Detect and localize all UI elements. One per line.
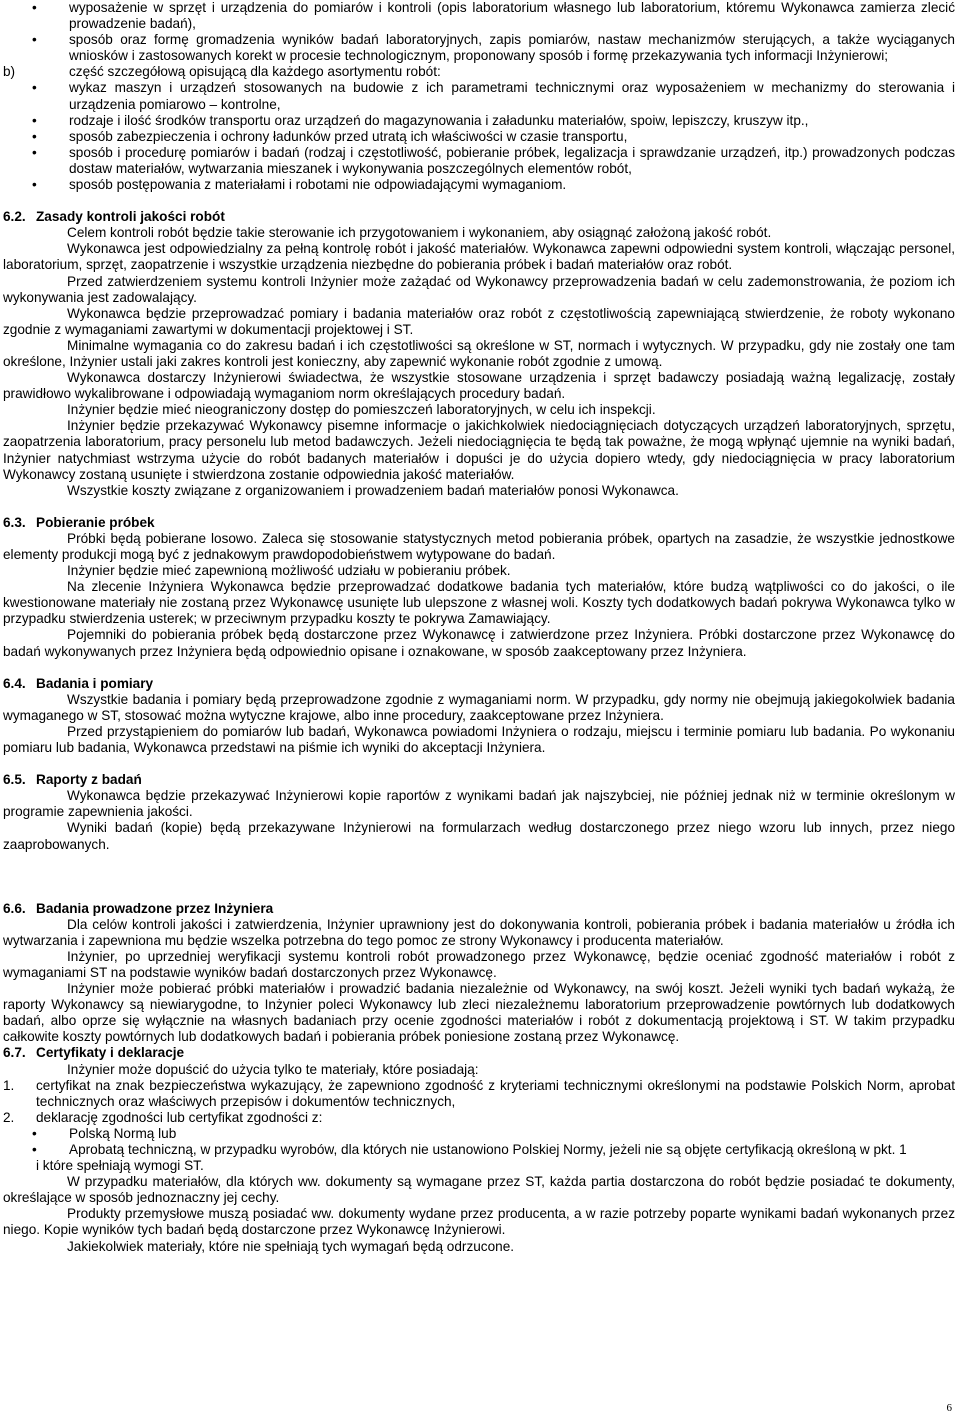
paragraph: Wykonawca jest odpowiedzialny za pełną kontrolę robót i jakość materiałów. Wykonawca zapewni odpowiedni system kontroli, włączając personel, laboratorium, sprzęt, zaopatrzenie i wszystkie urządzenia niezbędne do pobierania próbek i badań materiałów oraz robót. (3, 241, 955, 273)
paragraph: Inżynier będzie mieć nieograniczony dostęp do pomieszczeń laboratoryjnych, w celu ich inspekcji. (67, 402, 656, 418)
paragraph: Próbki będą pobierane losowo. Zaleca się stosowanie statystycznych metod pobierania próbek, opartych na zasadzie, że wszystkie jednostkowe elementy produkcji mogą być z jednakowym prawdopodobieństwem wytypowane do badań. (3, 530, 955, 562)
paragraph: W przypadku materiałów, dla których ww. dokumenty są wymagane przez ST, każda partia dostarczona do robót będzie posiadać te dokumenty, określające w sposób jednoznaczny jej cechy. (3, 1174, 955, 1206)
bullet-icon: • (32, 177, 37, 193)
section-heading-6-4: 6.4. Badania i pomiary (3, 675, 154, 691)
bullet-icon: • (32, 1125, 37, 1141)
paragraph: Wykonawca dostarczy Inżynierowi świadectwa, że wszystkie stosowane urządzenia i sprzęt badawczy posiadają ważną legalizację, zostały prawidłowo wykalibrowane i odpowiadają wymaganiom norm określających procedury badań. (3, 370, 955, 402)
bullet-icon: • (32, 1142, 37, 1157)
list-item: • rodzaje i ilość środków transportu oraz urządzeń do magazynowania i załadunku materiałów, spoiw, lepiszczy, kruszyw itp., (32, 112, 809, 128)
document-content (3, 0, 955, 1255)
numbered-item: 1. certyfikat na znak bezpieczeństwa wykazujący, że zapewniono zgodność z kryteriami technicznymi określonymi na podstawie Polskich Norm, aprobat technicznych oraz właściwych przepisów i dokumentów technicznych, (3, 1077, 955, 1109)
numbered-item: 2. deklarację zgodności lub certyfikat zgodności z: (3, 1109, 323, 1125)
section-heading-6-3: 6.3. Pobieranie próbek (3, 514, 155, 530)
paragraph: Inżynier, po uprzedniej weryfikacji systemu kontroli robót prowadzonego przez Wykonawcę, będzie oceniać zgodność materiałów i robót z wymaganiami ST na podstawie wyników badań dostarczonych przez Wykonawcę. (3, 948, 955, 980)
part-b-heading: b) część szczegółową opisującą dla każdego asortymentu robót: (3, 64, 441, 80)
bullet-icon: • (32, 128, 37, 144)
paragraph: Inżynier będzie przekazywać Wykonawcy pisemne informacje o jakichkolwiek niedociągnięciach dotyczących urządzeń laboratoryjnych, sprzętu, zaopatrzenia laboratorium, pracy personelu lub metod badawczych. Jeżeli niedociągnięcia te będą tak poważne, że mogą wpłynąć ujemnie na wyniki badań, Inżynier natychmiast wstrzyma użycie do robót badanych materiałów i dopuści je do użycia dopiero wtedy, gdy niedociągnięcia w pracy laboratorium Wykonawcy zostaną usunięte i stwierdzona zostanie odpowiednia jakość materiałów. (3, 418, 955, 482)
paragraph: Wyniki badań (kopie) będą przekazywane Inżynierowi na formularzach według dostarczonego przez niego wzoru lub innych, przez niego zaaprobowanych. (3, 820, 955, 852)
section-heading-6-2: 6.2. Zasady kontroli jakości robót (3, 209, 225, 225)
paragraph: Wszystkie koszty związane z organizowaniem i prowadzeniem badań materiałów ponosi Wykonawca. (67, 482, 679, 498)
list-item: • Aprobatą techniczną, w przypadku wyrobów, dla których nie ustanowiono Polskiej Normy, jeżeli nie są objęte certyfikacją określoną w pkt. 1 (32, 1142, 907, 1157)
bullet-icon: • (32, 112, 37, 128)
paragraph: Pojemniki do pobierania próbek będą dostarczone przez Wykonawcę i zatwierdzone przez Inżyniera. Próbki dostarczone przez Wykonawcę do badań wykonywanych przez Inżyniera będą odpowiednio opisane i oznakowane, w sposób zaakceptowany przez Inżyniera. (3, 627, 955, 659)
paragraph: Dla celów kontroli jakości i zatwierdzenia, Inżynier uprawniony jest do dokonywania kontroli, pobierania próbek i badania materiałów u źródła ich wytwarzania i zapewniona mu będzie wszelka potrzebna do tego pomoc ze strony Wykonawcy i producenta materiałów. (3, 916, 955, 948)
paragraph: Produkty przemysłowe muszą posiadać ww. dokumenty wydane przez producenta, a w razie potrzeby poparte wynikami badań wykonanych przez niego. Kopie wyników tych badań będą dostarczone przez Wykonawcę Inżynierowi. (3, 1206, 955, 1238)
section-heading-6-5: 6.5. Raporty z badań (3, 772, 142, 788)
paragraph: Wszystkie badania i pomiary będą przeprowadzone zgodnie z wymaganiami norm. W przypadku, gdy normy nie obejmują jakiegokolwiek badania wymaganego w ST, stosować można wytyczne krajowe, albo inne procedury, zaakceptowane przez Inżyniera. (3, 691, 955, 723)
paragraph: i które spełniają wymogi ST. (36, 1158, 204, 1174)
paragraph: Minimalne wymagania co do zakresu badań i ich częstotliwości są określone w ST, normach i wytycznych. W przypadku, gdy nie zostały one tam określone, Inżynier ustali jaki zakres kontroli jest konieczny, aby zapewnić wykonanie robót zgodnie z umową. (3, 337, 955, 369)
section-heading-6-7: 6.7. Certyfikaty i deklaracje (3, 1045, 185, 1061)
bullet-icon: • (32, 80, 37, 96)
list-item: • sposób postępowania z materiałami i robotami nie odpowiadającymi wymaganiom. (32, 177, 567, 193)
bullet-icon: • (32, 32, 37, 48)
paragraph: Przed przystąpieniem do pomiarów lub badań, Wykonawca powiadomi Inżyniera o rodzaju, miejscu i terminie pomiaru lub badania. Po wykonaniu pomiaru lub badania, Wykonawca przedstawi na piśmie ich wyniki do akceptacji Inżyniera. (3, 723, 955, 756)
list-item: • wyposażenie w sprzęt i urządzenia do pomiarów i kontroli (opis laboratorium własnego lub laboratorium, któremu Wykonawca zamierza zlecić prowadzenie badań), (32, 0, 955, 32)
paragraph: Inżynier będzie mieć zapewnioną możliwość udziału w pobieraniu próbek. (67, 563, 511, 579)
list-item: • Polską Normą lub (32, 1125, 177, 1141)
section-heading-6-6: 6.6. Badania prowadzone przez Inżyniera (3, 900, 274, 916)
paragraph: Inżynier może pobierać próbki materiałów i prowadzić badania niezależnie od Wykonawcy, na swój koszt. Jeżeli wyniki tych badań wykażą, że raporty Wykonawcy są niewiarygodne, to Inżynier poleci Wykonawcy lub zleci niezależnemu laboratorium przeprowadzenie powtórnych lub dodatkowych badań, albo oprze się wyłącznie na własnych badaniach przy ocenie zgodności materiałów i robót z dokumentacją projektową i ST. W takim przypadku całkowite koszty powtórnych lub dodatkowych badań i pobierania próbek poniesione zostaną przez Wykonawcę. (3, 981, 955, 1045)
list-item: • sposób oraz formę gromadzenia wyników badań laboratoryjnych, zapis pomiarów, nastaw mechanizmów sterujących, a także wyciąganych wniosków i zastosowanych korekt w procesie technologicznym, proponowany sposób i formę przekazywania tych informacji Inżynierowi; (32, 32, 955, 64)
page-number: 6 (946, 1402, 952, 1414)
paragraph: Wykonawca będzie przekazywać Inżynierowi kopie raportów z wynikami badań jak najszybciej, nie później jednak niż w terminie określonym w programie zapewnienia jakości. (3, 788, 955, 820)
bullet-icon: • (32, 144, 37, 160)
paragraph: Inżynier może dopuścić do użycia tylko te materiały, które posiadają: (67, 1061, 479, 1077)
paragraph: Jakiekolwiek materiały, które nie spełniają tych wymagań będą odrzucone. (67, 1238, 515, 1254)
paragraph: Wykonawca będzie przeprowadzać pomiary i badania materiałów oraz robót z częstotliwością zapewniającą stwierdzenie, że roboty wykonano zgodnie z wymaganiami zawartymi w dokumentacji projektowej i ST. (3, 305, 955, 337)
list-item: • sposób zabezpieczenia i ochrony ładunków przed utratą ich właściwości w czasie transportu, (32, 128, 628, 144)
paragraph: Celem kontroli robót będzie takie sterowanie ich przygotowaniem i wykonaniem, aby osiągnąć założoną jakość robót. (67, 225, 772, 241)
paragraph: Na zlecenie Inżyniera Wykonawca będzie przeprowadzać dodatkowe badania tych materiałów, które budzą wątpliwości co do jakości, o ile kwestionowane materiały nie zostaną przez Wykonawcę usunięte lub ulepszone z własnej woli. Koszty tych dodatkowych badań pokrywa Wykonawca tylko w przypadku stwierdzenia usterek; w przeciwnym przypadku koszty te pokrywa Zamawiający. (3, 579, 955, 627)
list-item: • wykaz maszyn i urządzeń stosowanych na budowie z ich parametrami technicznymi oraz wyposażeniem w mechanizmy do sterowania i urządzenia pomiarowo – kontrolne, (32, 80, 955, 112)
bullet-icon: • (32, 0, 37, 15)
spacer (3, 853, 955, 885)
list-item: • sposób i procedurę pomiarów i badań (rodzaj i częstotliwość, pobieranie próbek, legalizacja i sprawdzanie urządzeń, itp.) prowadzonych podczas dostaw materiałów, wytwarzania mieszanek i wykonywania poszczególnych elementów robót, (32, 144, 955, 176)
paragraph: Przed zatwierdzeniem systemu kontroli Inżynier może zażądać od Wykonawcy przeprowadzenia badań w celu zademonstrowania, że poziom ich wykonywania jest zadowalający. (3, 273, 955, 305)
